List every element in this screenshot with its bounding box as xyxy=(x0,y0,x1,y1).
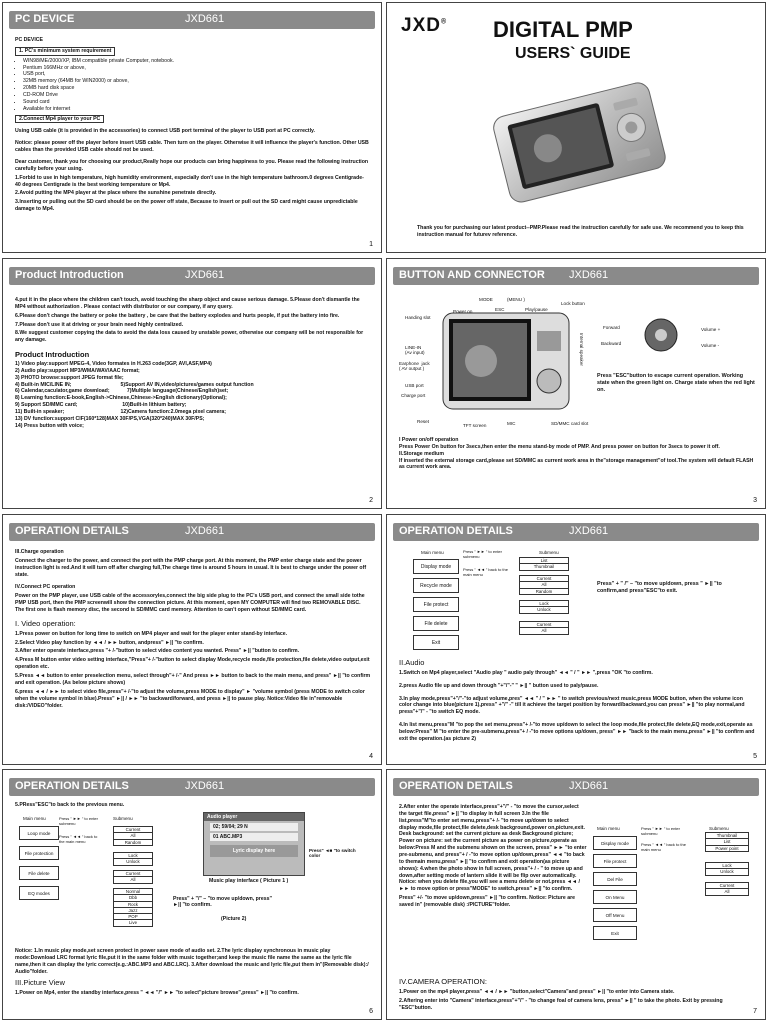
paragraph: Press" +/- "to move up/down,press" ►|| "to confirm. Notice: Picture are saved in" (removable disk) :/PICTURE"folder. xyxy=(399,895,575,909)
feature-item: 3) PHOTO browse:support JPEG format file; xyxy=(15,374,124,381)
player-lyric: Lyric display here xyxy=(210,845,298,857)
model-label: JXD661 xyxy=(185,780,225,792)
side-hint: Press" + " /" – "to move up/down, press " ►|| "to confirm,and press"ESC"to exit. xyxy=(597,581,722,595)
submenu-delete: Current All xyxy=(705,882,749,896)
list-item: • USB port, xyxy=(23,71,371,78)
page-header xyxy=(393,267,759,285)
step-item: 1.Press power on button for long time to switch on MP4 player and wait for the player enter stand-by interface. xyxy=(15,630,288,637)
section-subtitle: PC DEVICE xyxy=(15,37,43,43)
requirement-box: 1. PC's minimum system requirement xyxy=(15,47,115,56)
label-lock: Lock button xyxy=(561,301,585,306)
feature-item: 11) Built-in speaker; 12)Camera function:2.0mega pixel camera; xyxy=(15,409,227,416)
submenu-eq: Normal Dbb Rock Jazz POP Live xyxy=(113,888,153,927)
paragraph: 6.Please don't change the battery or poke the battery , be care that the battery explodes and hurts people, if put the battery into fire. xyxy=(15,312,340,319)
model-label: JXD661 xyxy=(569,269,609,281)
intro-line: 5.PRess"ESC"to back to the previous menu. xyxy=(15,802,125,808)
page-header xyxy=(9,11,375,29)
paragraph: 2.Aftering enter into "Camera" interface,press"+"/" - "to change foal of camera lens, press" ►|| " to take the photo. Exit by pressing "ESC"button. xyxy=(399,997,723,1011)
label-volume-up: Volume + xyxy=(701,327,721,332)
cover-title: DIGITAL PMP xyxy=(493,17,633,42)
pmp-device-illustration xyxy=(477,71,677,211)
menu-item-protect: File protect xyxy=(593,854,637,868)
menu-item-protect: File protection xyxy=(19,846,59,860)
menu-item-off: Off Menu xyxy=(593,908,637,922)
label-forward: Forward xyxy=(603,325,620,330)
page-header xyxy=(393,778,759,796)
section-heading: III.Picture View xyxy=(15,978,65,988)
page-header xyxy=(9,267,375,285)
list-item: • 20MB hard disk space xyxy=(23,85,371,92)
label-charge: Charge port xyxy=(401,393,426,398)
paragraph: 1.Power on Mp4, enter the standby interface,press " ◄◄ "/" ►► "to select"picture browse",press" ►|| "to confirm. xyxy=(15,990,299,997)
player-header: Audio player xyxy=(204,813,304,821)
paragraph: Using USB cable (it is provided in the accessories) to connect USB port terminal of the player to USB port at PC correctly. xyxy=(15,128,315,135)
device-front-diagram xyxy=(441,311,571,411)
page-number: 5 xyxy=(753,753,757,760)
model-label: JXD661 xyxy=(185,13,225,25)
enter-hint: Press " ►► " to enter submenu xyxy=(59,816,98,826)
submenu-recycle: Current All Random xyxy=(519,575,569,595)
label-speaker: Internal speaker xyxy=(579,333,584,366)
paragraph: Connect the charger to the power, and connect the port with the PMP charge port. At this moment, the PMP enter charge state and the power instruction light is red.And it will turn off after charging full,The charge time is around 5 hours in usual. It is best to charge under the power off state. xyxy=(15,557,367,578)
label-mode: MODE xyxy=(479,297,493,302)
paragraph: Press Power On button for 3secs,then enter the menu stand-by mode of PMP. And press power on button for 3secs to power it off. xyxy=(399,443,720,450)
submenu-delete: Current All xyxy=(519,621,569,635)
menu-item-delete: Del File xyxy=(593,872,637,886)
enter-hint: Press " ►► " to enter submenu xyxy=(641,826,680,836)
page-title: PC DEVICE xyxy=(15,13,75,25)
manual-page-7 xyxy=(386,769,766,1020)
submenu-protect: Lock Unlock xyxy=(705,862,749,876)
label-power: Power on xyxy=(453,309,473,314)
label-esc: ESC xyxy=(495,307,505,312)
feature-item: 2) Audio play:support MP3/WMA/WAV/AAC format; xyxy=(15,367,140,374)
page-number: 2 xyxy=(369,497,373,504)
menu-item-display: Display mode xyxy=(593,836,637,850)
feature-item: 8) Learning function:E-book,English->Chinese,Chinese->English dictionary(Optional); xyxy=(15,395,227,402)
list-item: • Available for internet xyxy=(23,106,371,113)
page-title: Product Introduction xyxy=(15,269,124,281)
step-item: 3.After enter operate interface,press "+ /-"button to select video content you wanted. Press" ►|| "button to confirm. xyxy=(15,648,300,655)
page-title: OPERATION DETAILS xyxy=(15,780,129,792)
menu-item-recycle: Recycle mode xyxy=(413,578,459,593)
picture-1-caption: Music play interface ( Picture 1 ) xyxy=(209,878,289,884)
paragraph: 2.After enter the operate interface,press"+"/" - "to move the cursor,select the target file,press" ►|| "to display in full screen 3.In the file list,press"M"to enter set menu,press"+ /- "to move up/down to select display mode,file protect,file delete,desk background,power on,picture,exit. Desk background: set the current picture as desk Background picture; Power on picture: set the current picture as power on picture,operate as below:Press M and the submenu shown on the screen, press" ►► "to enter pre-submenu, and press"+ / -"to move option up/down,press" ◄◄ "to back to themain menu,press" ►|| "to confirm and exit operation(as picture shows): 4.when the photo show in full screen, press"+ / - " to move up and down,after setting mode of lantern slide it will be flip over automatically. Notice: when you delete file,you will see a menu delete or not.press ◄◄ / ►► to move option or press"MODE" to switch,press" ►|| "to confirm. xyxy=(399,804,587,893)
label-handing: Handing slot xyxy=(405,315,431,320)
main-menu-label: Main menu xyxy=(23,816,46,821)
model-label: JXD661 xyxy=(185,525,225,537)
paragraph: If inserted the external storage card,please set SD/MMC as current work area in the"storage management"of tool.The system will default FLASH as current work area. xyxy=(399,457,754,471)
step-item: 6.press ◄◄ / ►► to select video file,press"+ /-"to adjust the volume,press MODE to display" ► "volume symbol (press MODE to switch color when the volume symbol in blue).Press" ►|| / ►► "to backward/forward, and press ►|| to pause play. Notice:Video file in"removable disk:/VIDEO"folder. xyxy=(15,688,365,709)
paragraph: 3.In play mode,press"+"/"-"to adjust volume,pres" ◄◄ " / " ►► " to switch previous/next music,press MODE button, when the volume icon color change into blue(picture 1),press" +"/" -" till it achieve the target position by forward/backward,you can press" ►|| "to play normal,and press"+"/" - "to switch EQ mode. xyxy=(399,695,745,716)
feature-item: 9) Support SD/MMC card; 10)Built-in lithium battery; xyxy=(15,402,187,409)
manual-page-3 xyxy=(386,258,766,509)
section-heading: IV.Connect PC operation xyxy=(15,584,76,591)
menu-item-exit: Exit xyxy=(593,926,637,940)
direction-pad-diagram xyxy=(641,317,681,353)
menu-item-on: On Menu xyxy=(593,890,637,904)
page-number: 6 xyxy=(369,1008,373,1015)
step-item: 2.Select Video play function by ◄◄ / ►► button, andpress" ►|| "to confirm. xyxy=(15,639,204,646)
brand-logo: JXD® xyxy=(401,15,448,36)
list-item: • 32MB memory (64MB for WIN2000) or above, xyxy=(23,78,371,85)
page-number: 3 xyxy=(753,497,757,504)
paragraph: 4.In list menu,press"M "to pop the set menu,press"+ /-"to move up/down to select the loop mode,file protect,file delete,EQ mode,exit,operate as below:Press" M "to enter the pre-submenu,press"+ / -"to move options up/down, press" ►► "back to the main menu,press" ►|| "to confirm and exit the operation.(as picture 2) xyxy=(399,722,755,742)
paragraph: 2.Avoid putting the MP4 player at the place where the sunshine penetrate directly. xyxy=(15,190,217,197)
cover-thanks: Thank you for purchasing our latest product--PMP.Please read the instruction carefully for safe use. We recommend you to keep this instruction manual for futurev reference. xyxy=(417,225,744,238)
step-item: 5.Press ◄◄ button to enter preselection menu, select through"+ /-" And press ►► button to back to the main menu, and press" ►|| "to confirm and exit operation. (As below picture shows) xyxy=(15,673,371,686)
player-time: 02; 59/04; 29 N xyxy=(210,823,298,831)
page-header xyxy=(9,523,375,541)
manual-page-5 xyxy=(386,514,766,765)
section-heading: I Power on/off operation xyxy=(399,437,459,443)
model-label: JXD661 xyxy=(569,780,609,792)
step-item: 4.Press M button enter video setting interface,"Press"+ /-"button to select display Mode,recycle mode,file protection,file delete,video output,exit operation etc. xyxy=(15,657,370,671)
enter-hint: Press " ►► " to enter submenu xyxy=(463,549,502,559)
page-title: OPERATION DETAILS xyxy=(399,780,513,792)
label-linein: LINE-IN (Av input) xyxy=(405,345,425,355)
list-item: • WIN98/ME/2000/XP, IBM compatible private Computer, notebook. xyxy=(23,58,371,65)
model-label: JXD661 xyxy=(185,269,225,281)
page-title: OPERATION DETAILS xyxy=(399,525,513,537)
submenu-label: Submenu xyxy=(539,550,559,555)
manual-cover-page xyxy=(386,2,766,253)
submenu-delete: Current All xyxy=(113,870,153,884)
label-usb: USB port xyxy=(405,383,424,388)
page-number: 4 xyxy=(369,753,373,760)
label-menu: (MENU ) xyxy=(507,297,525,302)
manual-page-4 xyxy=(2,514,382,765)
submenu-protect: Lock Unlock xyxy=(519,600,569,614)
feature-item: 4) Built-in MIC/LINE IN; 5)Support AV IN,video/pictures/games output function xyxy=(15,381,254,388)
feature-item: 1) Video play:support MPEG-4, Video formates in H.263 code(3GP, AVI,ASF,MP4) xyxy=(15,361,212,368)
list-item: • Pentium 166MHz or above, xyxy=(23,65,371,72)
esc-text: Press "ESC"button to escape current operation. Working state when the green light on. Charge state when the red light on. xyxy=(597,373,755,394)
section-heading: I. Video operation: xyxy=(15,618,76,628)
menu-item-eq: EQ modes xyxy=(19,886,59,900)
main-menu-label: Main menu xyxy=(597,826,620,831)
label-mic: MIC xyxy=(507,421,516,426)
main-menu-label: Main menu xyxy=(421,550,444,555)
page-header xyxy=(393,523,759,541)
submenu-loop: Current All Random xyxy=(113,826,153,846)
player-file: 01 ABC.MP3 xyxy=(210,833,298,841)
submenu-label: Submenu xyxy=(709,826,729,831)
switch-color-hint: Press" ◄■ "to switch color xyxy=(309,848,356,858)
page-title: OPERATION DETAILS xyxy=(15,525,129,537)
back-hint: Press " ◄◄ " back to the main menu xyxy=(463,567,508,577)
section-heading: II.Audio xyxy=(399,658,425,667)
label-earphone: Earphone jack ( AV output ) xyxy=(399,361,430,371)
picture-2-text: Press" + "/" – "to move up/down, press" ►|| "to confirm. xyxy=(173,896,272,908)
picture-2-caption: (Picture 2) xyxy=(221,916,247,922)
connect-box: 2.Connect Mp4 player to your PC xyxy=(15,115,104,124)
menu-item-protect: File protect xyxy=(413,597,459,612)
section-heading: III.Charge operation xyxy=(15,549,64,555)
back-hint: Press " ◄◄ " back to the main menu xyxy=(59,834,98,844)
notice-paragraph: Notice: please power off the player before insert USB cable. Then turn on the player. Otherwise it will influence the player's function. Other USB cables than the provided USB cable should not be used. xyxy=(15,140,369,154)
label-play: Play/pause xyxy=(525,307,548,312)
menu-item-loop: Loop mode xyxy=(19,826,59,840)
paragraph: 7.Please don't use it at driving or your brain need highly centralized. xyxy=(15,321,184,328)
requirement-list xyxy=(15,58,371,113)
menu-item-display: Display mode xyxy=(413,559,459,574)
paragraph: Power on the PMP player, use USB cable of the accessoryles,connect the big side plug to the PC's USB port, and connect the small side tothe PMP USB port, then the PMP screenwill show the connection picture. At this moment, open MY COMPUTER will find two REMOVABLE DISC. The first one is flash memory disc, the second is SD/MMC card memory. Attention to can't open without SD/MMC card. xyxy=(15,593,365,614)
paragraph: 4.put it in the place where the children can't touch, avoid touching the sharp object and cause serious damage. 5.Please don't dismantle the MP4 without authorization . Please contact with distributor or our company, if any query. xyxy=(15,297,360,310)
page-number: 7 xyxy=(753,1008,757,1015)
manual-page-1 xyxy=(2,2,382,253)
paragraph: 2.press Audio file up and down through "+"/"-" " ►|| " button used to paly/pause. xyxy=(399,682,599,689)
label-sd: SD/MMC card slot xyxy=(551,421,589,426)
submenu-label: Submenu xyxy=(113,816,133,821)
page-number: 1 xyxy=(369,241,373,248)
section-heading: Product Introduction xyxy=(15,350,90,360)
notice-paragraph: Notice: 1.In music play mode,set screen protect in power save mode of audio set. 2.The lyric display synchronous in music play mode:Download LRC format lyric file,put it in the same folder with music together;and keep the music file name the same as the lyric file name,then it can display the lyric correct(e.g.:ABC.MP3 and ABC.LRC). 3.After download the music and lyric file,put them in"(Removable disk):/ Audio"folder. xyxy=(15,948,369,975)
model-label: JXD661 xyxy=(569,525,609,537)
menu-item-delete: File delete xyxy=(19,866,59,880)
cover-subtitle: USERS` GUIDE xyxy=(515,45,631,62)
paragraph: 1.Power on the mp4 player,press" ◄◄ / ►► "button,select"Camera"and press" ►|| "to enter into Camera state. xyxy=(399,988,675,995)
manual-page-2 xyxy=(2,258,382,509)
page-header xyxy=(9,778,375,796)
label-volume-down: Volume - xyxy=(701,343,720,348)
label-backward: Backward xyxy=(601,341,622,346)
page-title: BUTTON AND CONNECTOR xyxy=(399,269,545,281)
back-hint: Press " ◄◄ " back to the main menu xyxy=(641,842,686,852)
feature-item: 14) Press button with voice; xyxy=(15,422,84,429)
submenu-display: Thumbnail List Power point xyxy=(705,832,749,852)
paragraph: 1.Switch on Mp4 player,select "Audio play " audio paly through" ◄◄ " / " ►► ",press "OK "to confirm. xyxy=(399,669,653,676)
audio-player-mockup xyxy=(203,812,305,876)
section-heading: II.Storage medium xyxy=(399,450,444,457)
label-reset: Reset xyxy=(417,419,430,424)
submenu-protect: Lock Unlock xyxy=(113,852,153,866)
paragraph: 8.We suggest customer copying the data to avoid the data loss caused by unstable power, otherwise our company will be not responsible for any damage. xyxy=(15,330,364,344)
list-item: • CD-ROM Drive xyxy=(23,92,371,99)
feature-item: 13) DV function:support CIF(160*128)MAX 30F/PS,VGA(320*240)MAX 30F/PS; xyxy=(15,415,205,422)
paragraph: Dear customer, thank you for choosing our product,Really hope our products can bring happiness to you. Please read the following instruction carefully before your using. xyxy=(15,159,369,172)
feature-item: 6) Calendar,caculator,game download; 7)Multiple language(Chinese/English)set; xyxy=(15,388,229,395)
submenu-display: List Thumbnail xyxy=(519,557,569,571)
paragraph: 3.Inserting or pulling out the SD card should be on the power off state, Because to insert or pull out the SD card might cause unpredictable damage to Mp4. xyxy=(15,199,358,213)
manual-page-6 xyxy=(2,769,382,1020)
section-heading: IV.CAMERA OPERATION: xyxy=(399,977,487,986)
paragraph: 1.Forbid to use in high temperature, high humidity environment, especially don't use in the high temperature bathroom.0 degrees Centigrade- 40 degrees Centigrade is the best working temperature or Mp4. xyxy=(15,174,364,188)
list-item: • Sound card xyxy=(23,99,371,106)
menu-item-exit: Exit xyxy=(413,635,459,650)
label-tft: TFT screen xyxy=(463,423,487,428)
menu-item-delete: File delete xyxy=(413,616,459,631)
